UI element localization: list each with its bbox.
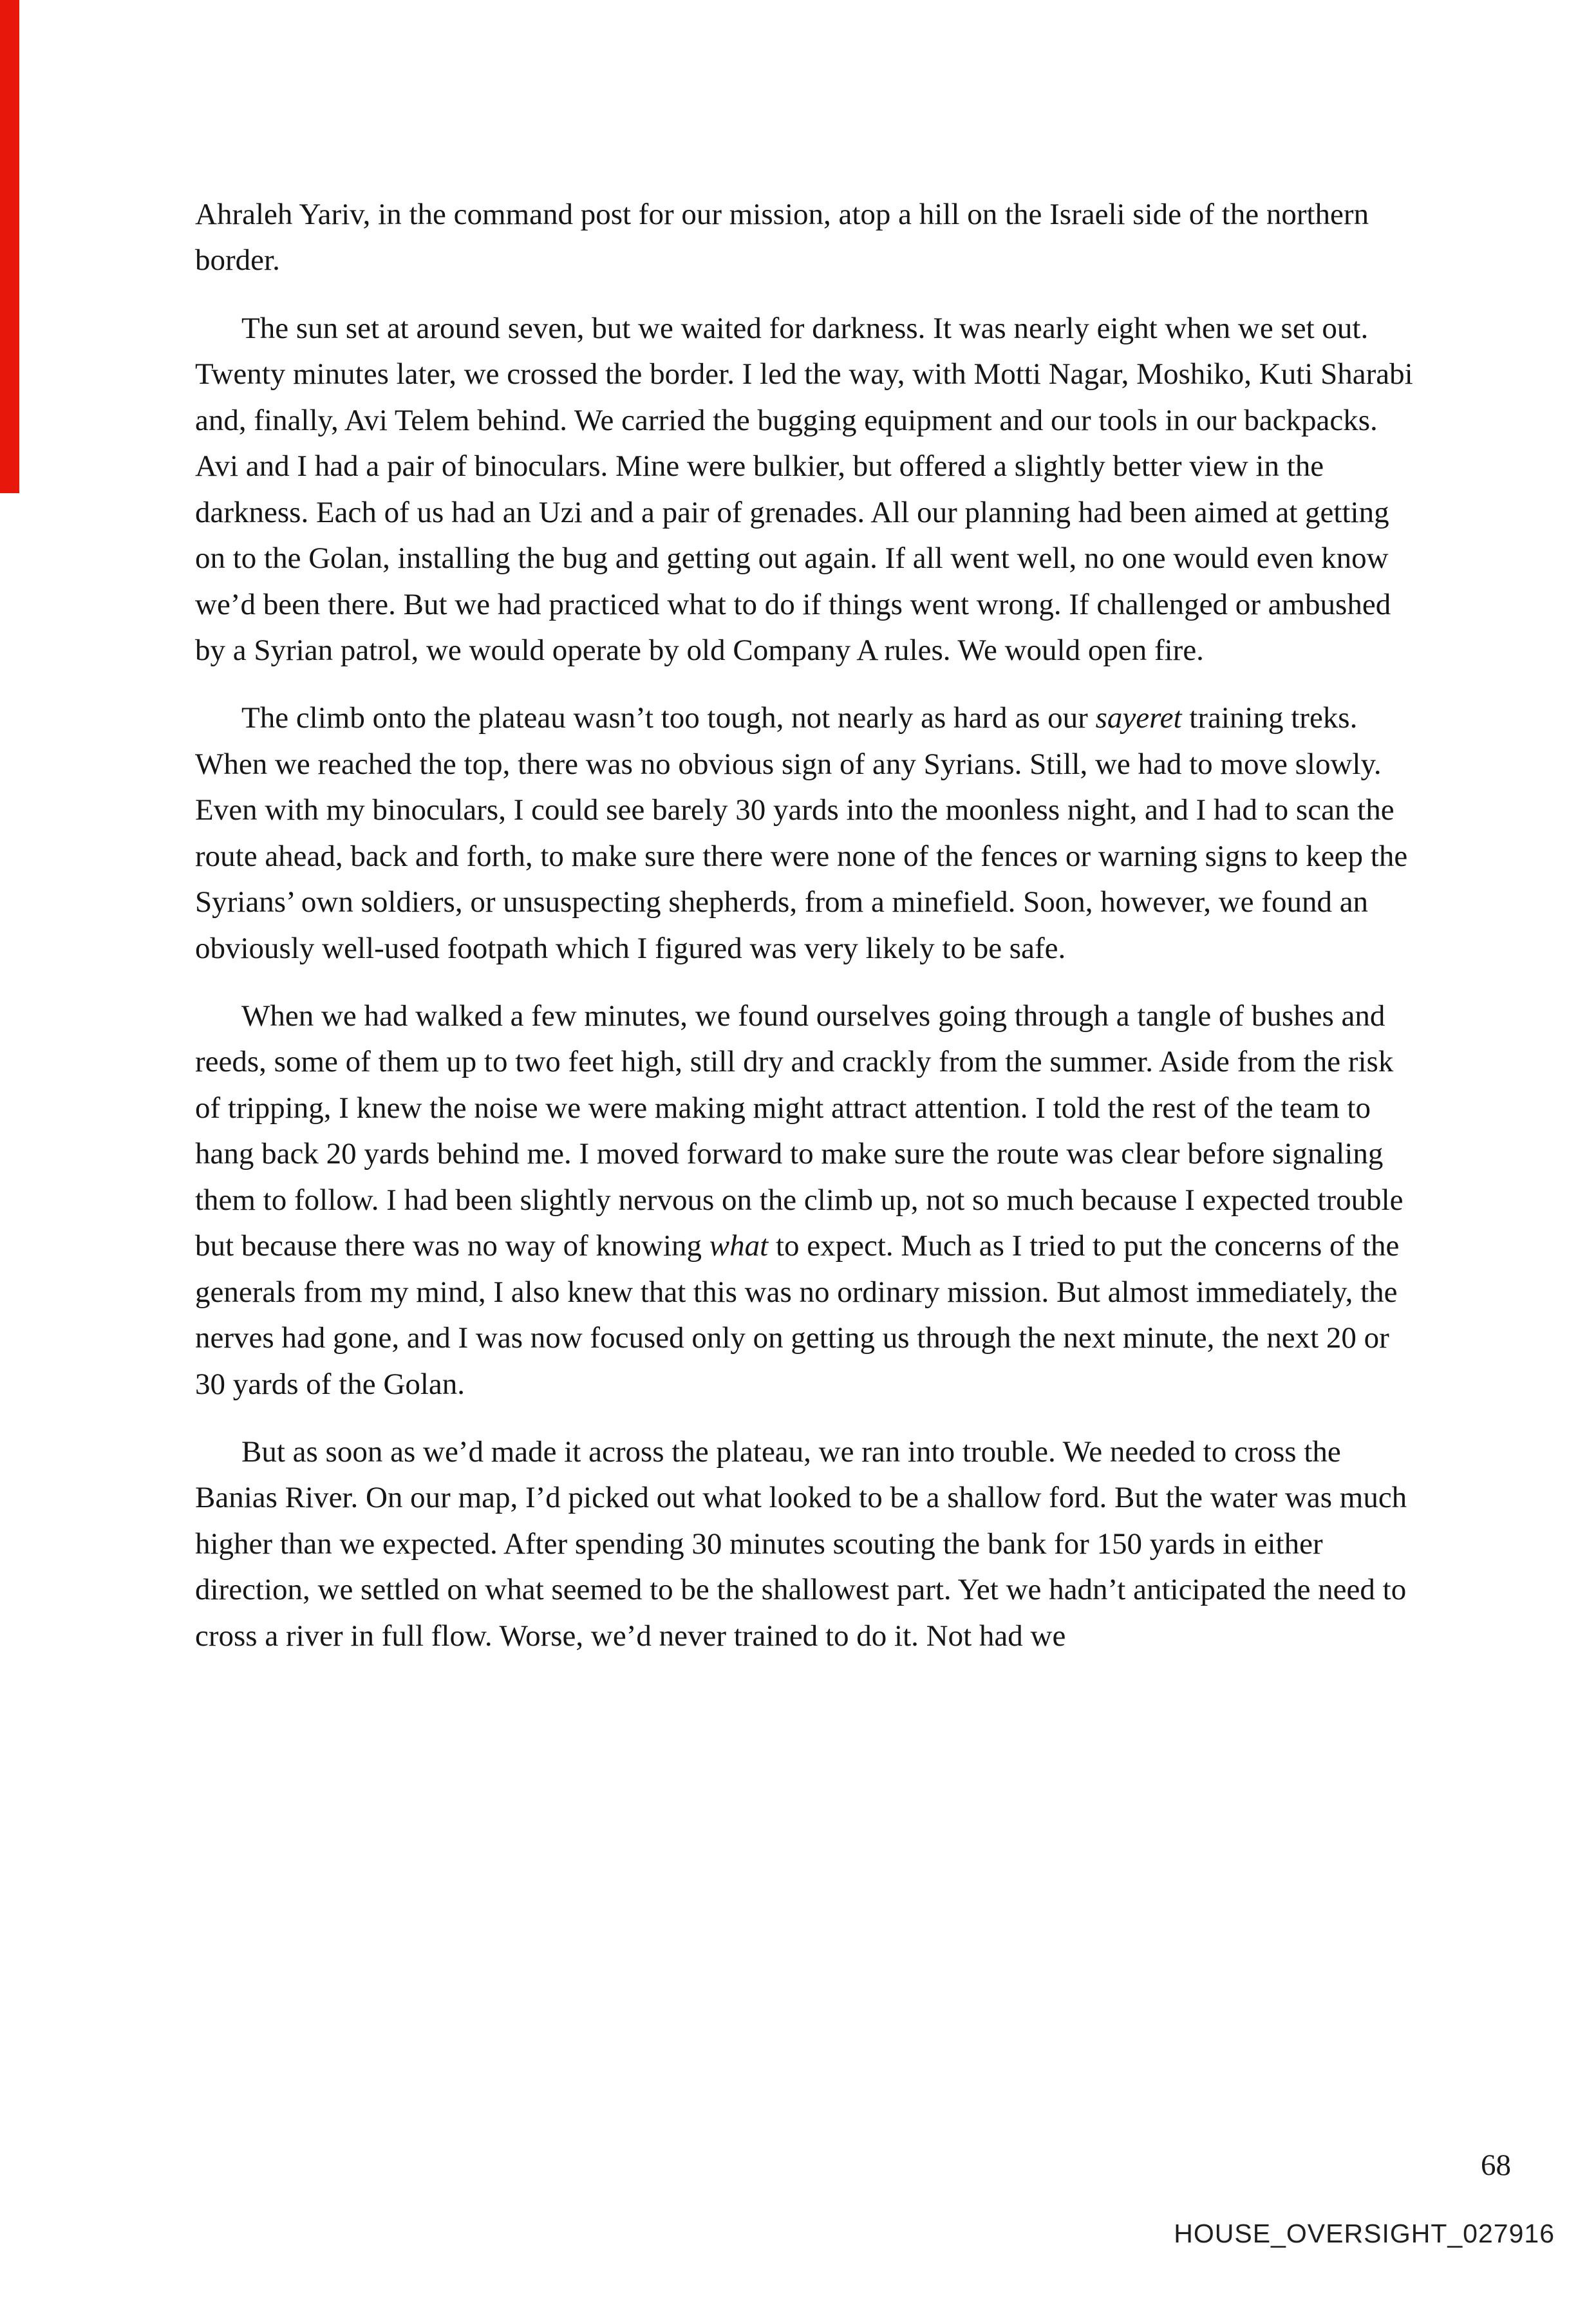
text-segment: But as soon as we’d made it across the plateau, we ran into trouble. We needed to cross the Banias River. On our map, I’d picked out what looked to be a shallow ford. But the water was much higher than we expected. After spending 30 minutes scouting the bank for 150 yards in either direction, we settled on what seemed to be the shallowest part. Yet we hadn’t anticipated the need to cross a river in full flow. Worse, we’d never trained to do it. Not had we bbox=[195, 1434, 1407, 1653]
text-segment: Ahraleh Yariv, in the command post for our mission, atop a hill on the Israeli side of the northern border. bbox=[195, 198, 1369, 277]
paragraph bbox=[195, 993, 1415, 1407]
text-segment: The climb onto the plateau wasn’t too tough, not nearly as hard as our bbox=[241, 701, 1096, 735]
paragraph bbox=[195, 695, 1415, 972]
page-text bbox=[195, 192, 1415, 1681]
page-number: 68 bbox=[1481, 2148, 1511, 2182]
text-segment: The sun set at around seven, but we waited for darkness. It was nearly eight when we set out. Twenty minutes later, we crossed the border. I led the way, with Motti Nagar, Moshiko, Kuti Sharabi and, finally, Avi Telem behind. We carried the bugging equipment and our tools in our backpacks. Avi and I had a pair of binoculars. Mine were bulkier, but offered a slightly better view in the darkness. Each of us had an Uzi and a pair of grenades. All our planning had been aimed at getting on to the Golan, installing the bug and getting out again. If all went well, no one would even know we’d been there. But we had practiced what to do if things went wrong. If challenged or ambushed by a Syrian patrol, we would operate by old Company A rules. We would open fire. bbox=[195, 311, 1413, 667]
text-segment: to expect. Much as I tried to put the concerns of the generals from my mind, I also knew that this was no ordinary mission. But almost immediately, the nerves had gone, and I was now focused only on getting us through the next minute, the next 20 or 30 yards of the Golan. bbox=[195, 1229, 1400, 1401]
paragraph bbox=[195, 192, 1415, 284]
text-segment: training treks. When we reached the top, there was no obvious sign of any Syrians. Still, we had to move slowly. Even with my binoculars, I could see barely 30 yards into the moonless night, and I had to scan the route ahead, back and forth, to make sure there were none of the fences or warning signs to keep the Syrians’ own soldiers, or unsuspecting shepherds, from a minefield. Soon, however, we found an obviously well-used footpath which I figured was very likely to be safe. bbox=[195, 701, 1408, 965]
italic-text-segment: sayeret bbox=[1095, 701, 1182, 735]
red-margin-bar bbox=[0, 0, 19, 493]
paragraph bbox=[195, 306, 1415, 674]
text-segment: When we had walked a few minutes, we found ourselves going through a tangle of bushes and reeds, some of them up to two feet high, still dry and crackly from the summer. Aside from the risk of tripping, I knew the noise we were making might attract attention. I told the rest of the team to hang back 20 yards behind me. I moved forward to make sure the route was clear before signaling them to follow. I had been slightly nervous on the climb up, not so much because I expected trouble but because there was no way of knowing bbox=[195, 999, 1404, 1263]
bates-stamp: HOUSE_OVERSIGHT_027916 bbox=[1174, 2219, 1555, 2248]
italic-text-segment: what bbox=[709, 1229, 769, 1263]
paragraph bbox=[195, 1429, 1415, 1659]
